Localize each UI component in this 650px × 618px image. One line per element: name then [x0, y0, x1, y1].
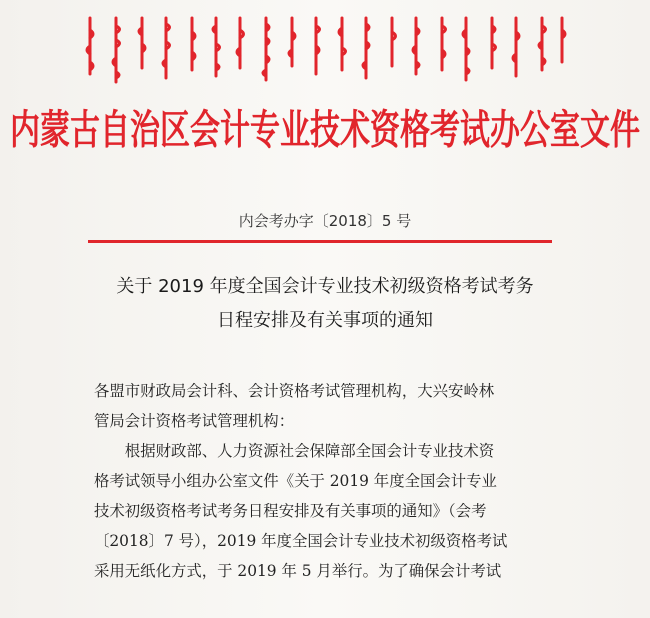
- body-text: [94, 376, 554, 586]
- red-divider-line: [88, 240, 552, 243]
- document-number: 内会考办字〔2018〕5 号: [238, 212, 412, 230]
- salutation-line-2: 管局会计资格考试管理机构：: [94, 412, 295, 430]
- notice-title: [0, 270, 650, 338]
- notice-title-line-2: 日程安排及有关事项的通知: [217, 310, 433, 331]
- mongolian-script-header: [80, 12, 570, 90]
- office-title: 内蒙古自治区会计专业技术资格考试办公室文件: [10, 106, 640, 155]
- paragraph-line-4: 〔2018〕7 号），2019 年度全国会计专业技术初级资格考试: [94, 532, 508, 550]
- notice-title-line-1: 关于 2019 年度全国会计专业技术初级资格考试考务: [116, 276, 534, 297]
- paragraph-line-1: 根据财政部、人力资源社会保障部全国会计专业技术资: [124, 442, 495, 460]
- salutation-line-1: 各盟市财政局会计科、会计资格考试管理机构，大兴安岭林: [94, 382, 495, 400]
- paragraph-line-2: 格考试领导小组办公室文件《关于 2019 年度全国会计专业: [94, 472, 497, 490]
- paragraph-line-5: 采用无纸化方式，于 2019 年 5 月举行。为了确保会计考试: [94, 562, 502, 580]
- paragraph-line-3: 技术初级资格考试考务日程安排及有关事项的通知》（会考: [94, 502, 487, 520]
